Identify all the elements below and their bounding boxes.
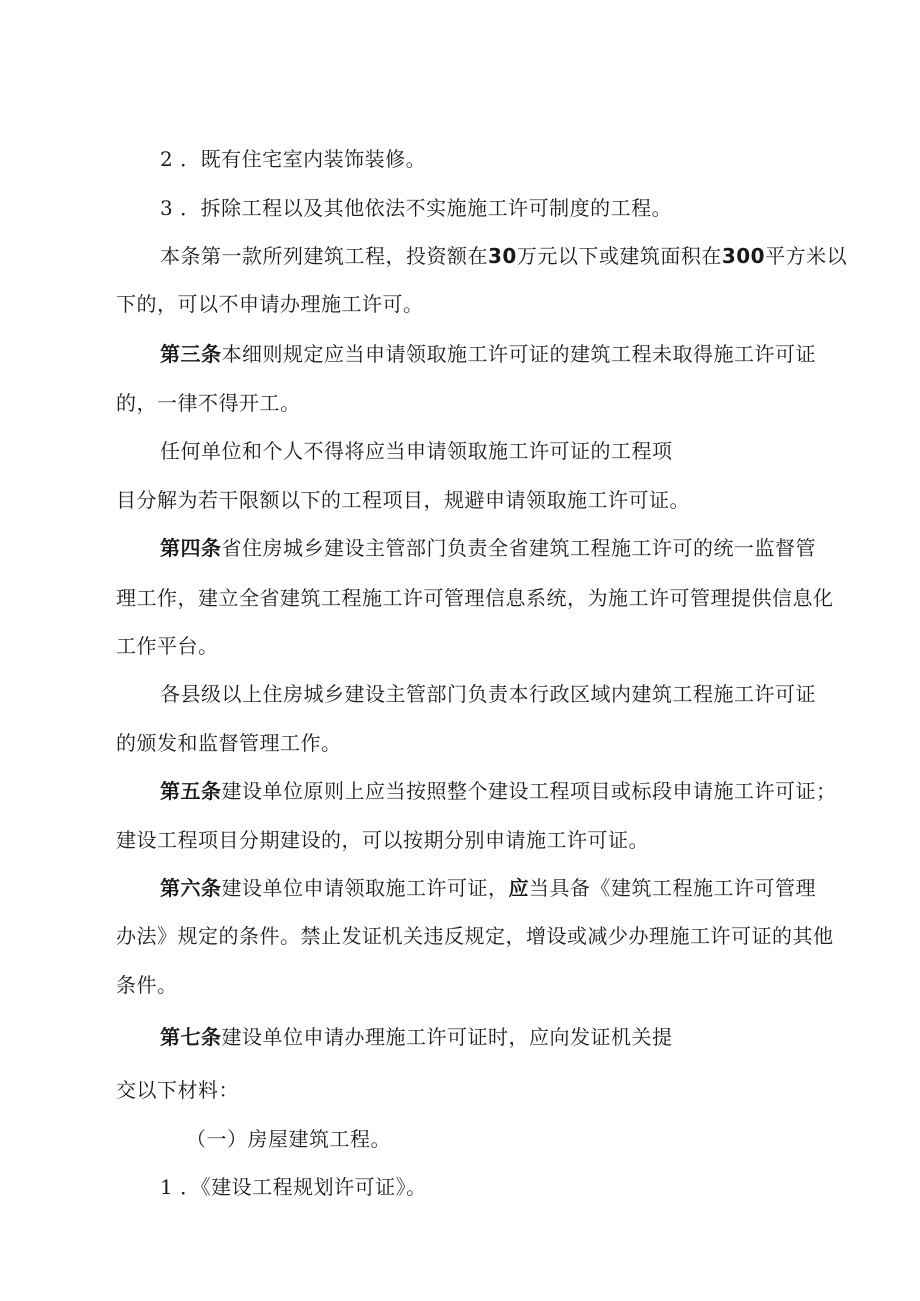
text-line-6	[116, 390, 301, 416]
text-line-13	[116, 730, 342, 756]
bold-text: 第六条	[160, 876, 222, 900]
body-text: 办法》规定的条件。禁止发证机关违反规定，增设或减少办理施工许可证的其他	[116, 924, 834, 948]
body-text: 条件。	[116, 973, 178, 997]
text-line-18	[116, 972, 178, 998]
body-text: 理工作，建立全省建筑工程施工许可管理信息系统，为施工许可管理提供信息化	[116, 586, 834, 610]
text-line-22	[160, 1174, 427, 1200]
text-line-10	[116, 585, 834, 611]
body-text: 当具备《建筑工程施工许可管理	[529, 876, 816, 900]
bold-text: 30	[488, 244, 517, 268]
body-text: 2 ．既有住宅室内装饰装修。	[160, 147, 427, 171]
text-line-17	[116, 923, 834, 949]
text-line-9	[160, 535, 816, 561]
text-line-4	[116, 291, 424, 317]
body-text: 建设单位原则上应当按照整个建设工程项目或标段申请施工许可证；	[221, 779, 837, 803]
body-text: 交以下材料：	[116, 1078, 239, 1102]
body-text: 1 ．《建设工程规划许可证》。	[160, 1175, 427, 1199]
body-text: 3 ．拆除工程以及其他依法不实施施工许可制度的工程。	[160, 196, 673, 220]
body-text: 任何单位和个人不得将应当申请领取施工许可证的工程项	[160, 439, 673, 463]
text-line-14	[160, 778, 837, 804]
text-line-21	[186, 1126, 391, 1152]
body-text: 本条第一款所列建筑工程，投资额在	[160, 244, 488, 268]
bold-text: 第七条	[160, 1025, 222, 1049]
bold-text: 第四条	[160, 536, 222, 560]
body-text: 建设单位申请领取施工许可证，	[221, 876, 509, 900]
text-line-19	[160, 1024, 673, 1050]
text-line-5	[160, 341, 816, 367]
body-text: 下的，可以不申请办理施工许可。	[116, 292, 424, 316]
text-line-3	[160, 243, 847, 269]
bold-text: 应	[508, 876, 529, 900]
bold-text: 第三条	[160, 342, 222, 366]
text-line-11	[116, 633, 219, 659]
body-text: 建设单位申请办理施工许可证时，应向发证机关提	[221, 1025, 673, 1049]
bold-text: 300	[721, 244, 766, 268]
body-text: 省住房城乡建设主管部门负责全省建筑工程施工许可的统一监督管	[221, 536, 816, 560]
text-line-8	[116, 487, 690, 513]
body-text: 建设工程项目分期建设的，可以按期分别申请施工许可证。	[116, 828, 649, 852]
bold-text: 第五条	[160, 779, 222, 803]
body-text: 各县级以上住房城乡建设主管部门负责本行政区域内建筑工程施工许可证	[160, 682, 816, 706]
text-line-16	[160, 875, 816, 901]
body-text: 万元以下或建筑面积在	[516, 244, 722, 268]
body-text: 工作平台。	[116, 634, 219, 658]
body-text: 的，一律不得开工。	[116, 391, 301, 415]
body-text: （一）房屋建筑工程。	[186, 1127, 391, 1151]
body-text: 目分解为若干限额以下的工程项目，规避申请领取施工许可证。	[116, 488, 690, 512]
text-line-1	[160, 146, 426, 172]
text-line-12	[160, 681, 816, 707]
body-text: 的颁发和监督管理工作。	[116, 731, 342, 755]
text-line-7	[160, 438, 673, 464]
text-line-2	[160, 195, 672, 221]
body-text: 平方米以	[765, 244, 848, 268]
text-line-20	[116, 1077, 239, 1103]
body-text: 本细则规定应当申请领取施工许可证的建筑工程未取得施工许可证	[221, 342, 816, 366]
text-line-15	[116, 827, 649, 853]
